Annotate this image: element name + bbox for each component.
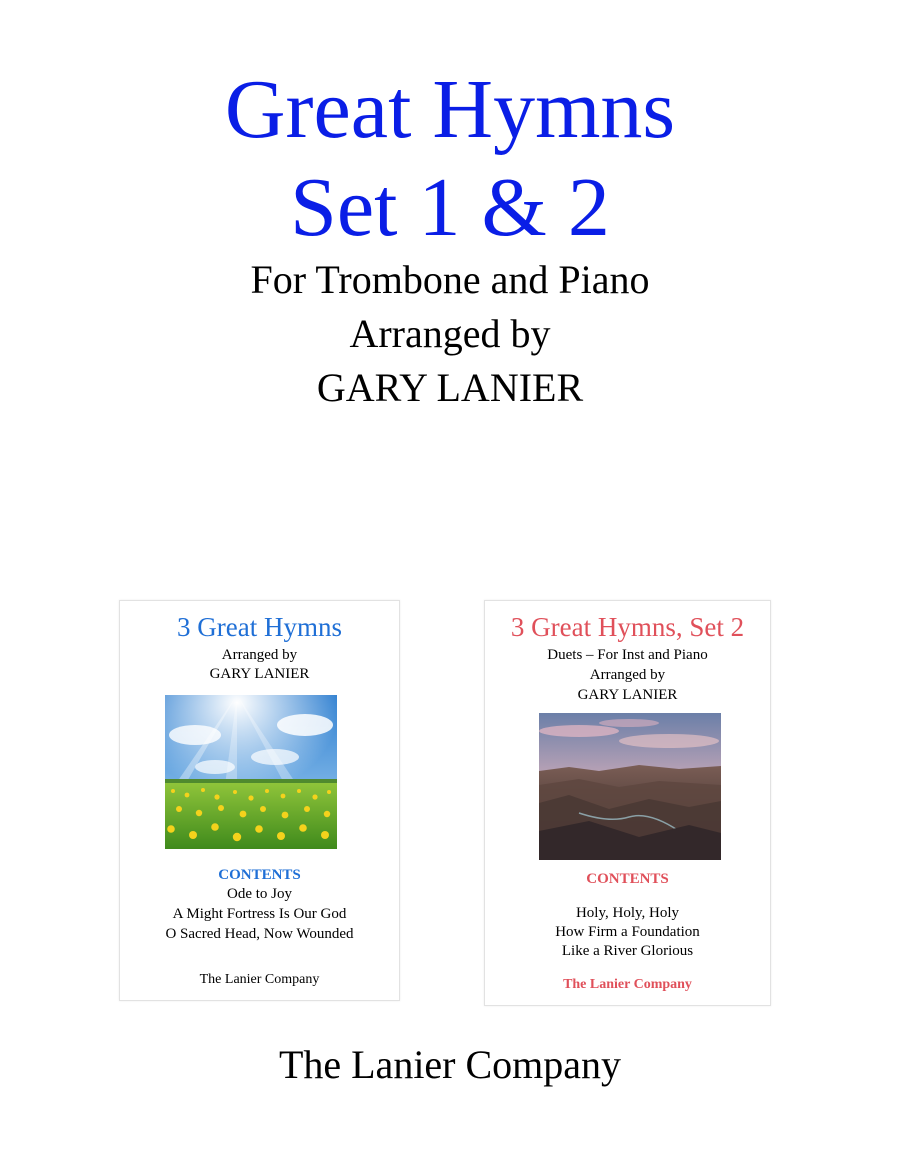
cover2-title: 3 Great Hymns, Set 2 bbox=[510, 612, 745, 642]
cover2-publisher: The Lanier Company bbox=[563, 977, 692, 992]
cover2-tagline: Duets – For Inst and Piano bbox=[547, 647, 708, 663]
cover1-song-3: O Sacred Head, Now Wounded bbox=[165, 926, 354, 942]
cover1-song-2: A Might Fortress Is Our God bbox=[172, 906, 347, 922]
cover2-arranged-by: Arranged by bbox=[589, 667, 666, 683]
main-title-line1: Great Hymns bbox=[224, 63, 676, 156]
footer-publisher: The Lanier Company bbox=[278, 1042, 622, 1087]
subtitle: For Trombone and Piano bbox=[250, 257, 650, 302]
cover2-song-1: Holy, Holy, Holy bbox=[575, 905, 680, 921]
cover2-song-2: How Firm a Foundation bbox=[555, 924, 700, 940]
cover2-contents-heading: CONTENTS bbox=[586, 871, 669, 887]
cover1-song-1: Ode to Joy bbox=[227, 886, 292, 902]
cover1-arranged-by: Arranged by bbox=[221, 647, 298, 663]
cover-set2 bbox=[484, 600, 771, 1006]
cover2-song-3: Like a River Glorious bbox=[561, 943, 694, 959]
cover1-arranger: GARY LANIER bbox=[209, 666, 310, 682]
cover1-publisher: The Lanier Company bbox=[199, 972, 320, 987]
arranger-name: GARY LANIER bbox=[316, 365, 584, 410]
cover2-canyon-photo bbox=[539, 713, 721, 860]
cover1-meadow-photo bbox=[165, 695, 337, 849]
cover1-title: 3 Great Hymns bbox=[177, 612, 342, 642]
main-title-line2: Set 1 & 2 bbox=[290, 161, 610, 254]
cover-set1 bbox=[119, 600, 400, 1001]
cover1-contents-heading: CONTENTS bbox=[218, 867, 301, 883]
arranged-by: Arranged by bbox=[349, 311, 551, 356]
cover2-arranger: GARY LANIER bbox=[577, 687, 678, 703]
